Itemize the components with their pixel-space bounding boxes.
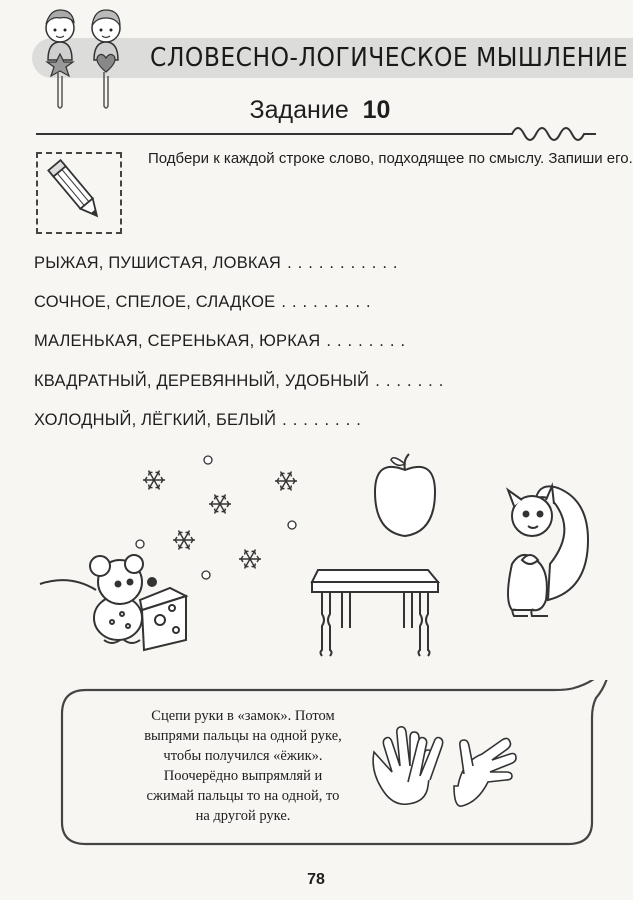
apple-icon	[375, 454, 435, 536]
tip-text	[120, 706, 366, 836]
answer-dots[interactable]: .........	[281, 293, 377, 311]
illustrations	[0, 440, 633, 680]
hands-icon	[368, 712, 528, 812]
instruction-text: Подбери к каждой строке слово, подходящее по смыслу. Запиши его.	[148, 150, 633, 167]
tip-line: на другой руке.	[195, 808, 291, 824]
word-row-text: МАЛЕНЬКАЯ, СЕРЕНЬКАЯ, ЮРКАЯ	[34, 332, 321, 350]
word-row-2	[34, 288, 377, 316]
word-row-4	[34, 367, 449, 395]
cheese-icon	[140, 588, 186, 650]
tip-line: Поочерёдно выпрямляй и	[163, 768, 323, 784]
pencil-icon	[38, 154, 120, 232]
word-row-text: РЫЖАЯ, ПУШИСТАЯ, ЛОВКАЯ	[34, 254, 282, 272]
tip-line: Сцепи руки в «замок». Потом	[151, 708, 335, 724]
squirrel-icon	[508, 486, 588, 616]
word-row-3	[34, 327, 411, 355]
word-row-text: КВАДРАТНЫЙ, ДЕРЕВЯННЫЙ, УДОБНЫЙ	[34, 372, 370, 390]
answer-dots[interactable]: ........	[326, 332, 412, 350]
table-icon	[312, 570, 438, 656]
tip-line: чтобы получился «ёжик».	[163, 748, 323, 764]
tip-line: сжимай пальцы то на одной, то	[146, 788, 340, 804]
mouse-icon	[40, 555, 156, 643]
wavy-divider	[36, 118, 596, 144]
tip-line: выпрями пальцы на одной руке,	[144, 728, 342, 744]
kids-icon	[30, 0, 140, 110]
answer-dots[interactable]: ........	[282, 411, 367, 429]
snowflake-icon	[136, 456, 297, 579]
page-number: 78	[307, 871, 325, 888]
task-label: Задание	[249, 96, 349, 124]
header-title: СЛОВЕСНО-ЛОГИЧЕСКОЕ МЫШЛЕНИЕ	[150, 43, 629, 73]
answer-dots[interactable]: ...........	[287, 254, 404, 272]
task-number: 10	[362, 96, 391, 124]
word-row-1	[34, 249, 404, 277]
word-row-5	[34, 406, 367, 434]
pencil-box	[36, 152, 122, 234]
word-row-text: ХОЛОДНЫЙ, ЛЁГКИЙ, БЕЛЫЙ	[34, 411, 277, 429]
word-row-text: СОЧНОЕ, СПЕЛОЕ, СЛАДКОЕ	[34, 293, 276, 311]
answer-dots[interactable]: .......	[375, 372, 450, 390]
